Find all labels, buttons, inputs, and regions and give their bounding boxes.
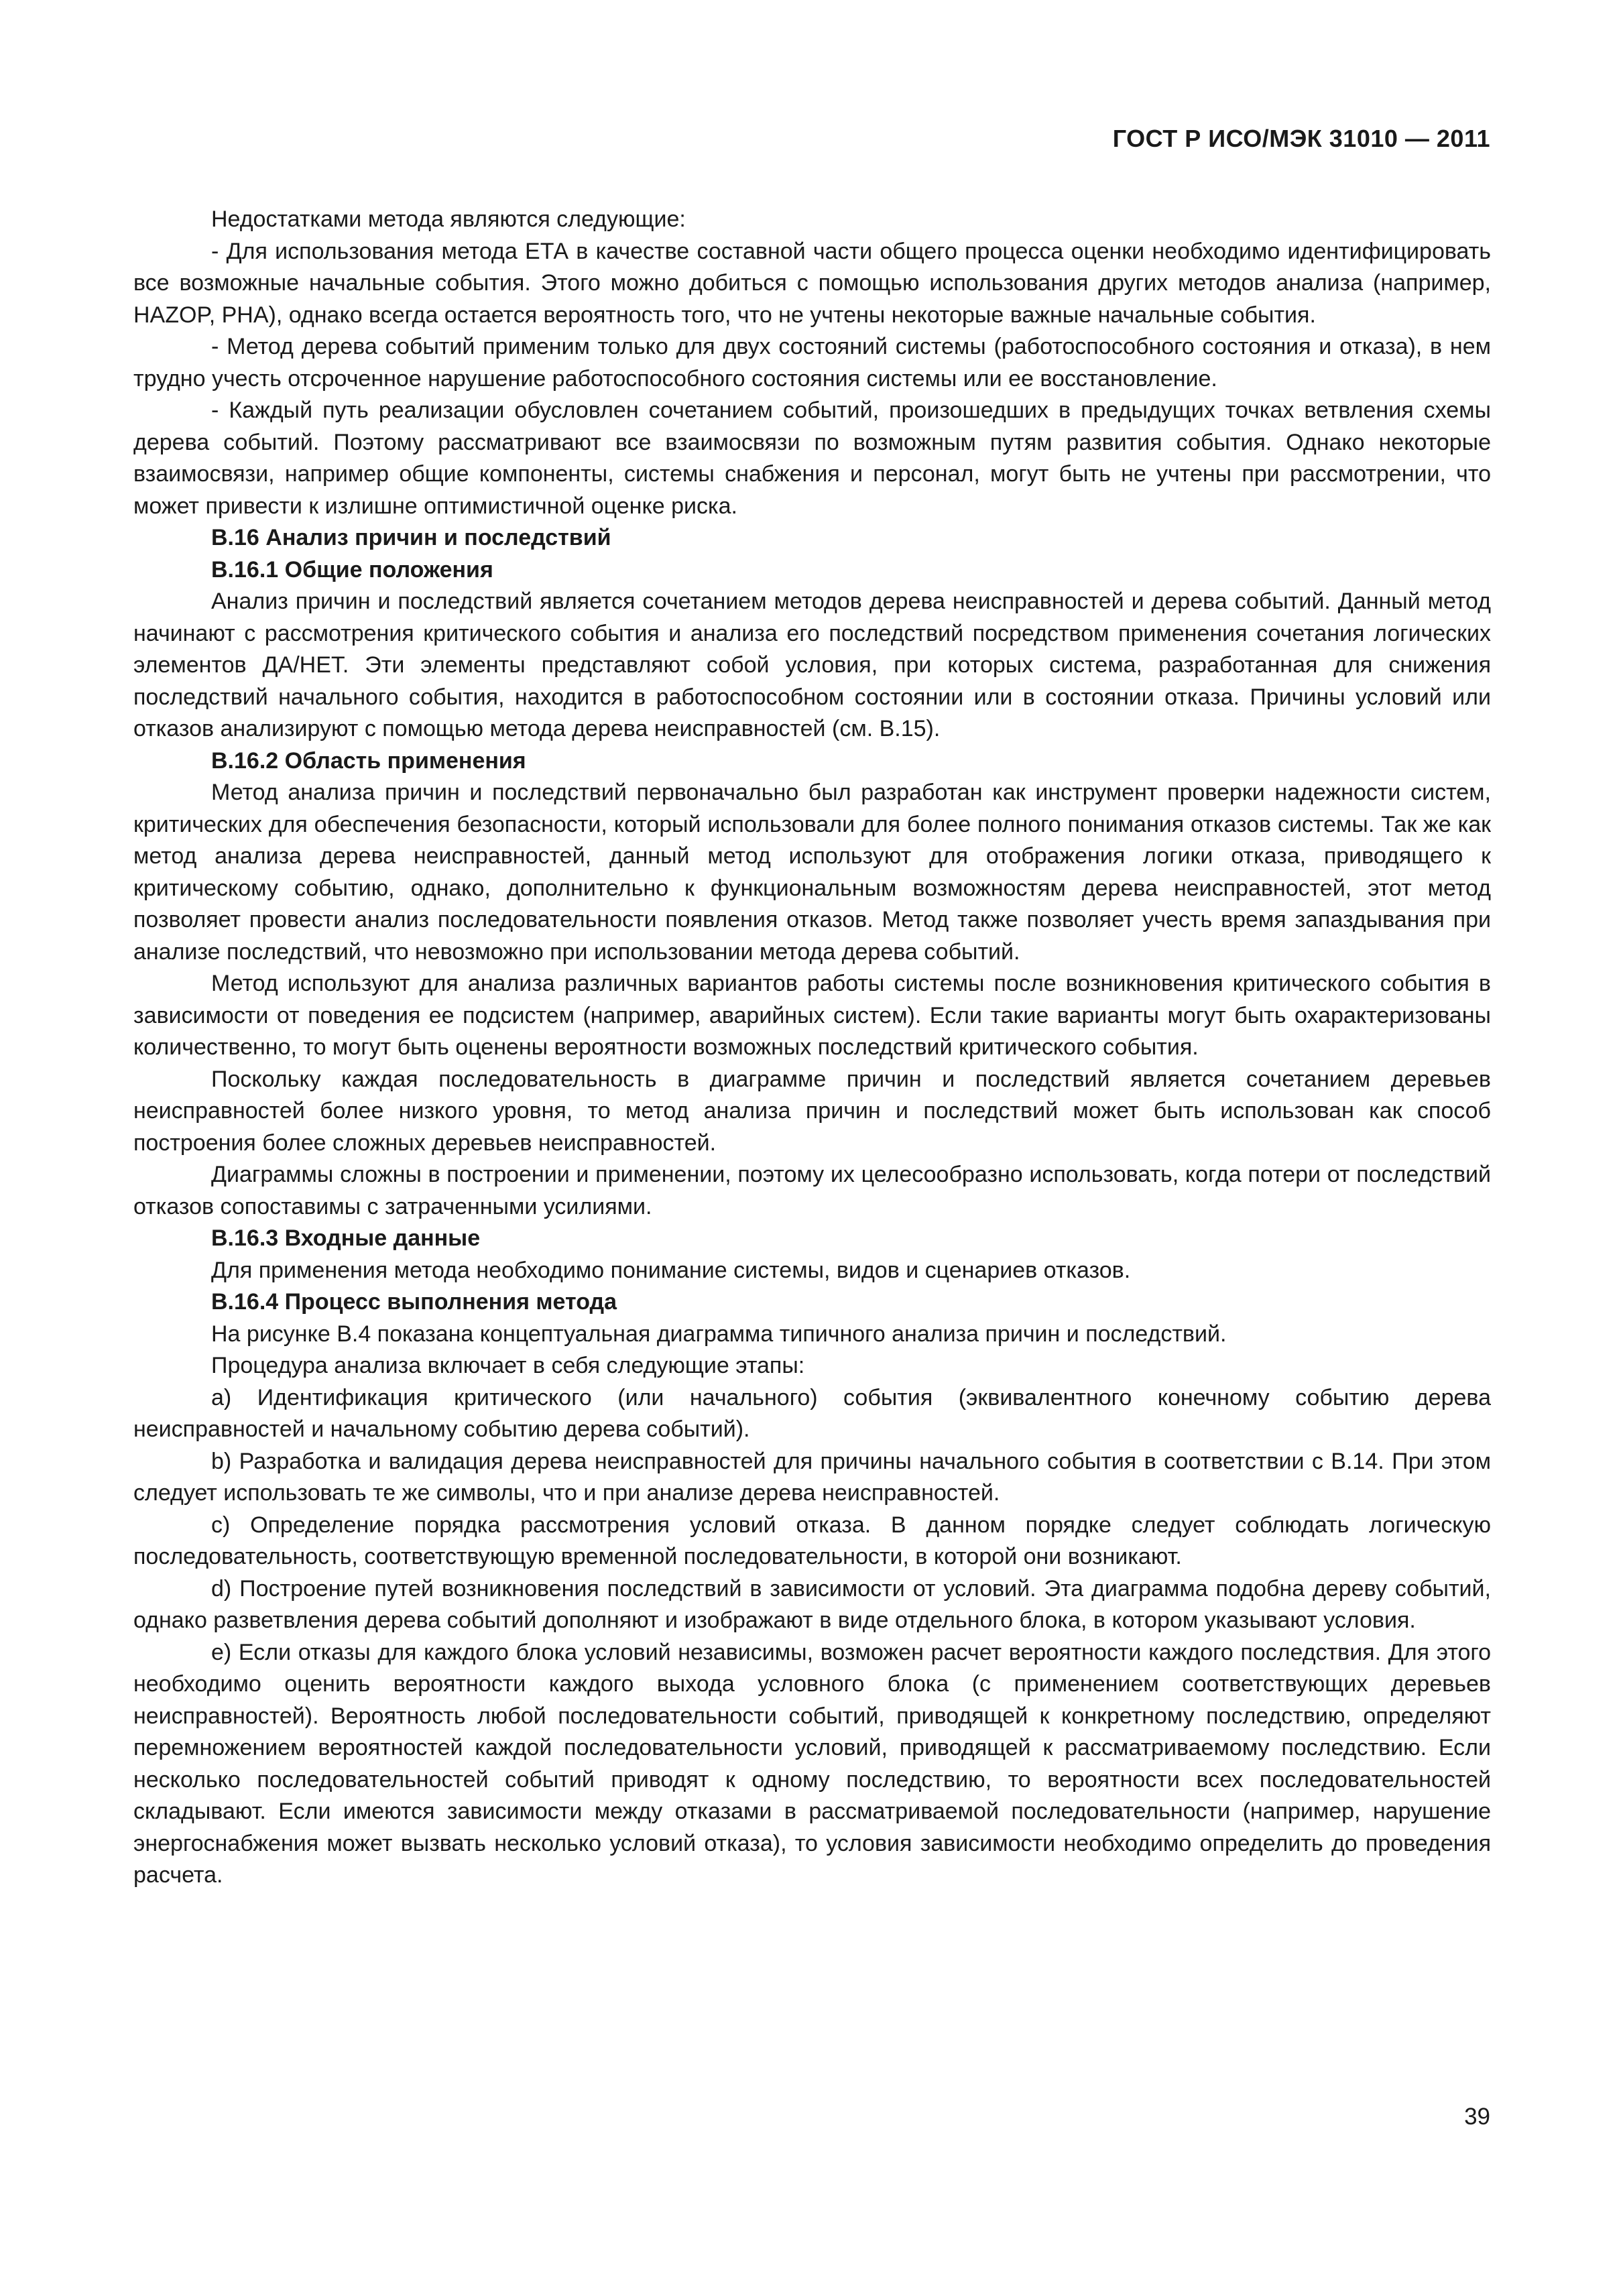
- paragraph: Поскольку каждая последовательность в диаграмме причин и последствий является сочетанием деревьев неисправностей более низкого уровня, то метод анализа причин и последствий может быть использован как способ построения более сложных деревьев неисправностей.: [133, 1066, 1491, 1156]
- list-item: c) Определение порядка рассмотрения условий отказа. В данном порядке следует соблюдать логическую последовательность, соответствующую временной последовательности, в которой они возникают.: [133, 1512, 1491, 1569]
- list-item: e) Если отказы для каждого блока условий независимы, возможен расчет вероятности каждого последствия. Для этого необходимо оценить вероятности каждого выхода условного блока (с применением соответствующих деревьев неисправностей). Вероятность любой последовательности событий, приводящей к конкретному последствию, определяют перемножением вероятностей каждой последовательности условий, приводящей к рассматриваемому последствию. Если несколько последовательностей событий приводят к одному последствию, то вероятности всех последовательностей складывают. Если имеются зависимости между отказами в рассматриваемой последовательности (например, нарушение энергоснабжения может вызвать несколько условий отказа), то условия зависимости необходимо определить до проведения расчета.: [133, 1639, 1491, 1888]
- paragraph: Диаграммы сложны в построении и применении, поэтому их целесообразно использовать, когда потери от последствий отказов сопоставимы с затраченными усилиями.: [133, 1162, 1491, 1219]
- paragraph: Недостатками метода являются следующие:: [211, 206, 686, 232]
- list-item: d) Построение путей возникновения последствий в зависимости от условий. Эта диаграмма подобна дереву событий, однако разветвления дерева событий дополняют и изображают в виде отдельного блока, в котором указывают условия.: [133, 1575, 1491, 1633]
- section-heading: В.16.1 Общие положения: [211, 556, 493, 583]
- section-heading: В.16.2 Область применения: [211, 747, 526, 774]
- page-header-standard-id: ГОСТ Р ИСО/МЭК 31010 — 2011: [1112, 125, 1490, 152]
- section-heading: В.16.4 Процесс выполнения метода: [211, 1289, 617, 1315]
- paragraph: Процедура анализа включает в себя следующие этапы:: [211, 1353, 805, 1378]
- document-body: [133, 204, 1491, 1892]
- list-item: a) Идентификация критического (или начального) события (эквивалентного конечному событию дерева неисправностей и начальному событию дерева событий).: [133, 1384, 1491, 1442]
- paragraph: Метод анализа причин и последствий первоначально был разработан как инструмент проверки надежности систем, критических для обеспечения безопасности, который использовали для более полного понимания отказов системы. Так же как метод анализа дерева неисправностей, данный метод используют для отображения логики отказа, приводящего к критическому событию, однако, дополнительно к функциональным возможностям дерева неисправностей, этот метод позволяет провести анализ последовательности появления отказов. Метод также позволяет учесть время запаздывания при анализе последствий, что невозможно при использовании метода дерева событий.: [133, 780, 1491, 965]
- page-number: 39: [1464, 2104, 1490, 2130]
- paragraph: - Метод дерева событий применим только для двух состояний системы (работоспособного состояния и отказа), в нем трудно учесть отсроченное нарушение работоспособного состояния системы или ее восстановление.: [133, 334, 1491, 391]
- paragraph: Для применения метода необходимо понимание системы, видов и сценариев отказов.: [211, 1257, 1131, 1283]
- section-heading: В.16 Анализ причин и последствий: [211, 525, 611, 550]
- paragraph: На рисунке В.4 показана концептуальная диаграмма типичного анализа причин и последствий.: [211, 1321, 1227, 1347]
- paragraph: - Каждый путь реализации обусловлен сочетанием событий, произошедших в предыдущих точках ветвления схемы дерева событий. Поэтому рассматривают все взаимосвязи по возможным путям развития события. Однако некоторые взаимосвязи, например общие компоненты, системы снабжения и персонал, могут быть не учтены при рассмотрении, что может привести к излишне оптимистичной оценке риска.: [133, 398, 1491, 519]
- paragraph: - Для использования метода ЕТА в качестве составной части общего процесса оценки необходимо идентифицировать все возможные начальные события. Этого можно добиться с помощью использования других методов анализа (например, HAZOP, PHA), однако всегда остается вероятность того, что не учтены некоторые важные начальные события.: [133, 238, 1491, 328]
- list-item: b) Разработка и валидация дерева неисправностей для причины начального события в соответствии с В.14. При этом следует использовать те же символы, что и при анализе дерева неисправностей.: [133, 1448, 1491, 1506]
- paragraph: Анализ причин и последствий является сочетанием методов дерева неисправностей и дерева событий. Данный метод начинают с рассмотрения критического события и анализа его последствий посредством применения сочетания логических элементов ДА/НЕТ. Эти элементы представляют собой условия, при которых система, разработанная для снижения последствий начального события, находится в работоспособном состоянии или в состоянии отказа. Причины условий или отказов анализируют с помощью метода дерева неисправностей (см. В.15).: [133, 589, 1491, 741]
- paragraph: Метод используют для анализа различных вариантов работы системы после возникновения критического события в зависимости от поведения ее подсистем (например, аварийных систем). Если такие варианты могут быть охарактеризованы количественно, то могут быть оценены вероятности возможных последствий критического события.: [133, 971, 1491, 1060]
- section-heading: В.16.3 Входные данные: [211, 1225, 481, 1251]
